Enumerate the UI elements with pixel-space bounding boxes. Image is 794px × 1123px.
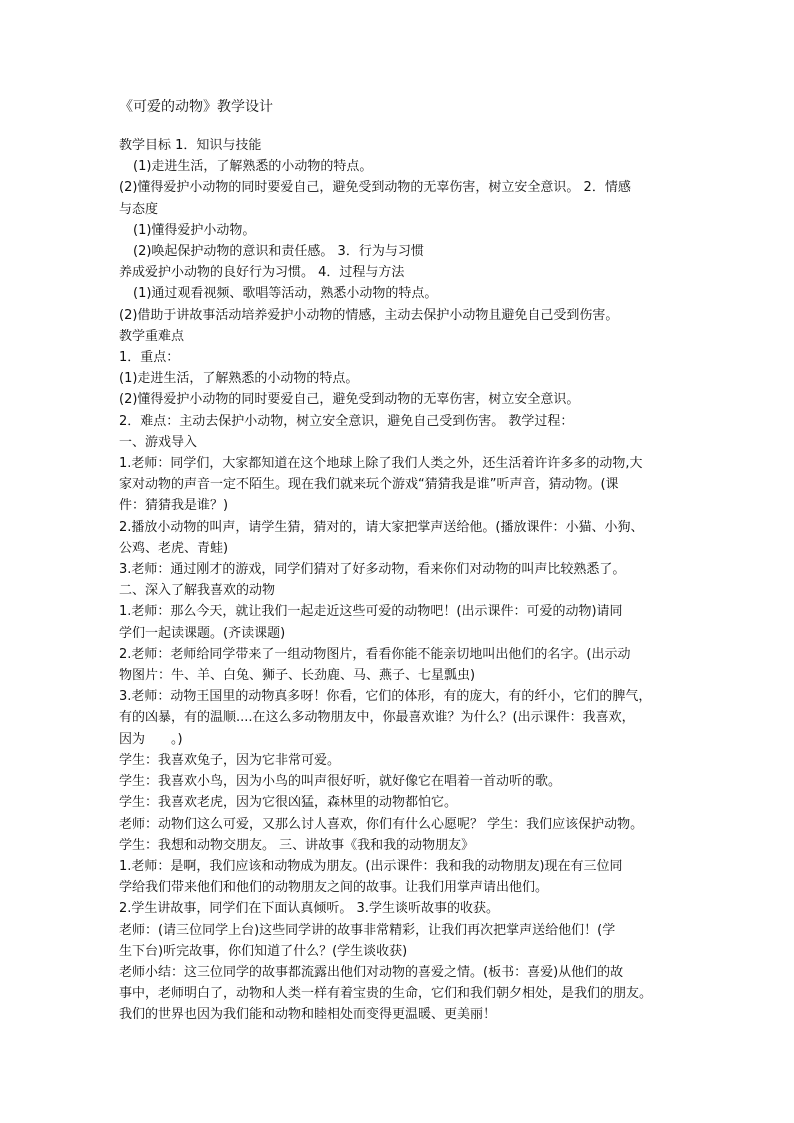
- text-line: (1)走进生活，了解熟悉的小动物的特点。: [119, 371, 359, 387]
- text-line: 3.老师：动物王国里的动物真多呀！你看，它们的体形，有的庞大，有的纤小，它们的脾气，: [119, 689, 652, 705]
- text-line: 1.老师：那么今天，就让我们一起走近这些可爱的动物吧！(出示课件：可爱的动物)请同: [119, 604, 623, 620]
- text-line: 1.老师：同学们，大家都知道在这个地球上除了我们人类之外，还生活着许许多多的动物,大: [119, 456, 643, 472]
- text-line: 公鸡、老虎、青蛙): [119, 540, 229, 556]
- text-line: 有的凶暴，有的温顺....在这么多动物朋友中，你最喜欢谁？为什么？(出示课件：我喜欢，: [119, 710, 635, 726]
- text-line: 教学目标 1．知识与技能: [119, 138, 262, 153]
- text-line: (1)通过观看视频、歌唱等活动，熟悉小动物的特点。: [133, 286, 438, 302]
- text-line: 教学重难点: [119, 328, 185, 344]
- text-line: 家对动物的声音一定不陌生。现在我们就来玩个游戏“猜猜我是谁”听声音，猜动物。(课: [119, 477, 619, 493]
- text-line: 1.老师：是啊，我们应该和动物成为朋友。(出示课件：我和我的动物朋友)现在有三位同: [119, 858, 623, 874]
- text-line: 老师：(请三位同学上台)这些同学讲的故事非常精彩，让我们再次把掌声送给他们！(学: [119, 922, 616, 938]
- text-line: 2.学生讲故事，同学们在下面认真倾听。 3.学生谈听故事的收获。: [119, 901, 499, 917]
- text-line: 生下台)听完故事，你们知道了什么？(学生谈收获): [119, 943, 408, 959]
- text-line: (1)懂得爱护小动物。: [133, 222, 256, 238]
- text-line: 学们一起读课题。(齐读课题): [119, 625, 286, 641]
- text-line: 二、深入了解我喜欢的动物: [119, 583, 276, 599]
- text-line: 因为 。): [119, 731, 183, 747]
- text-line: 1．重点：: [119, 350, 180, 366]
- text-line: 一、游戏导入: [119, 434, 198, 450]
- text-line: 老师：动物们这么可爱，又那么讨人喜欢，你们有什么心愿呢？ 学生：我们应该保护动物。: [119, 816, 644, 832]
- text-line: 事中，老师明白了，动物和人类一样有着宝贵的生命，它们和我们朝夕相处，是我们的朋友。: [119, 986, 653, 1002]
- text-line: 学生：我喜欢小鸟，因为小鸟的叫声很好听，就好像它在唱着一首动听的歌。: [119, 774, 562, 790]
- text-line: 学生：我想和动物交朋友。 三、讲故事《我和我的动物朋友》: [119, 837, 475, 853]
- text-line: 学生：我喜欢兔子，因为它非常可爱。: [119, 752, 341, 768]
- text-line: 学生：我喜欢老虎，因为它很凶猛，森林里的动物都怕它。: [119, 795, 458, 811]
- text-line: 2．难点：主动去保护小动物，树立安全意识，避免自己受到伤害。 教学过程：: [119, 413, 574, 429]
- text-line: 我们的世界也因为我们能和动物和睦相处而变得更温暖、更美丽！: [119, 1007, 497, 1023]
- text-line: (2)借助于讲故事活动培养爱护小动物的情感，主动去保护小动物且避免自己受到伤害。: [119, 307, 619, 323]
- text-line: 与态度: [119, 201, 159, 217]
- text-line: 养成爱护小动物的良好行为习惯。 4．过程与方法: [119, 265, 405, 281]
- text-line: 2.老师：老师给同学带来了一组动物图片，看看你能不能亲切地叫出他们的名字。(出示动: [119, 646, 631, 662]
- text-line: (2)唤起保护动物的意识和责任感。 3．行为与习惯: [133, 244, 424, 260]
- text-line: 物图片：牛、羊、白兔、狮子、长劲鹿、马、燕子、七星瓢虫): [119, 668, 476, 684]
- text-line: 3.老师：通过刚才的游戏，同学们猜对了好多动物，看来你们对动物的叫声比较熟悉了。: [119, 562, 626, 578]
- document-body: [119, 135, 683, 1026]
- text-line: (2)懂得爱护小动物的同时要爱自己，避免受到动物的无辜伤害，树立安全意识。 2．情感: [119, 180, 631, 196]
- text-line: 学给我们带来他们和他们的动物朋友之间的故事。让我们用掌声请出他们。: [119, 880, 549, 896]
- text-line: (2)懂得爱护小动物的同时要爱自己，避免受到动物的无辜伤害，树立安全意识。: [119, 392, 580, 408]
- text-line: 件：猜猜我是谁？): [119, 498, 229, 514]
- text-line: (1)走进生活，了解熟悉的小动物的特点。: [133, 159, 373, 175]
- document-title: 《可爱的动物》教学设计: [119, 99, 273, 115]
- text-line: 2.播放小动物的叫声，请学生猜，猜对的，请大家把掌声送给他。(播放课件：小猫、小狗、: [119, 519, 644, 535]
- text-line: 老师小结：这三位同学的故事都流露出他们对动物的喜爱之情。(板书：喜爱)从他们的故: [119, 964, 624, 980]
